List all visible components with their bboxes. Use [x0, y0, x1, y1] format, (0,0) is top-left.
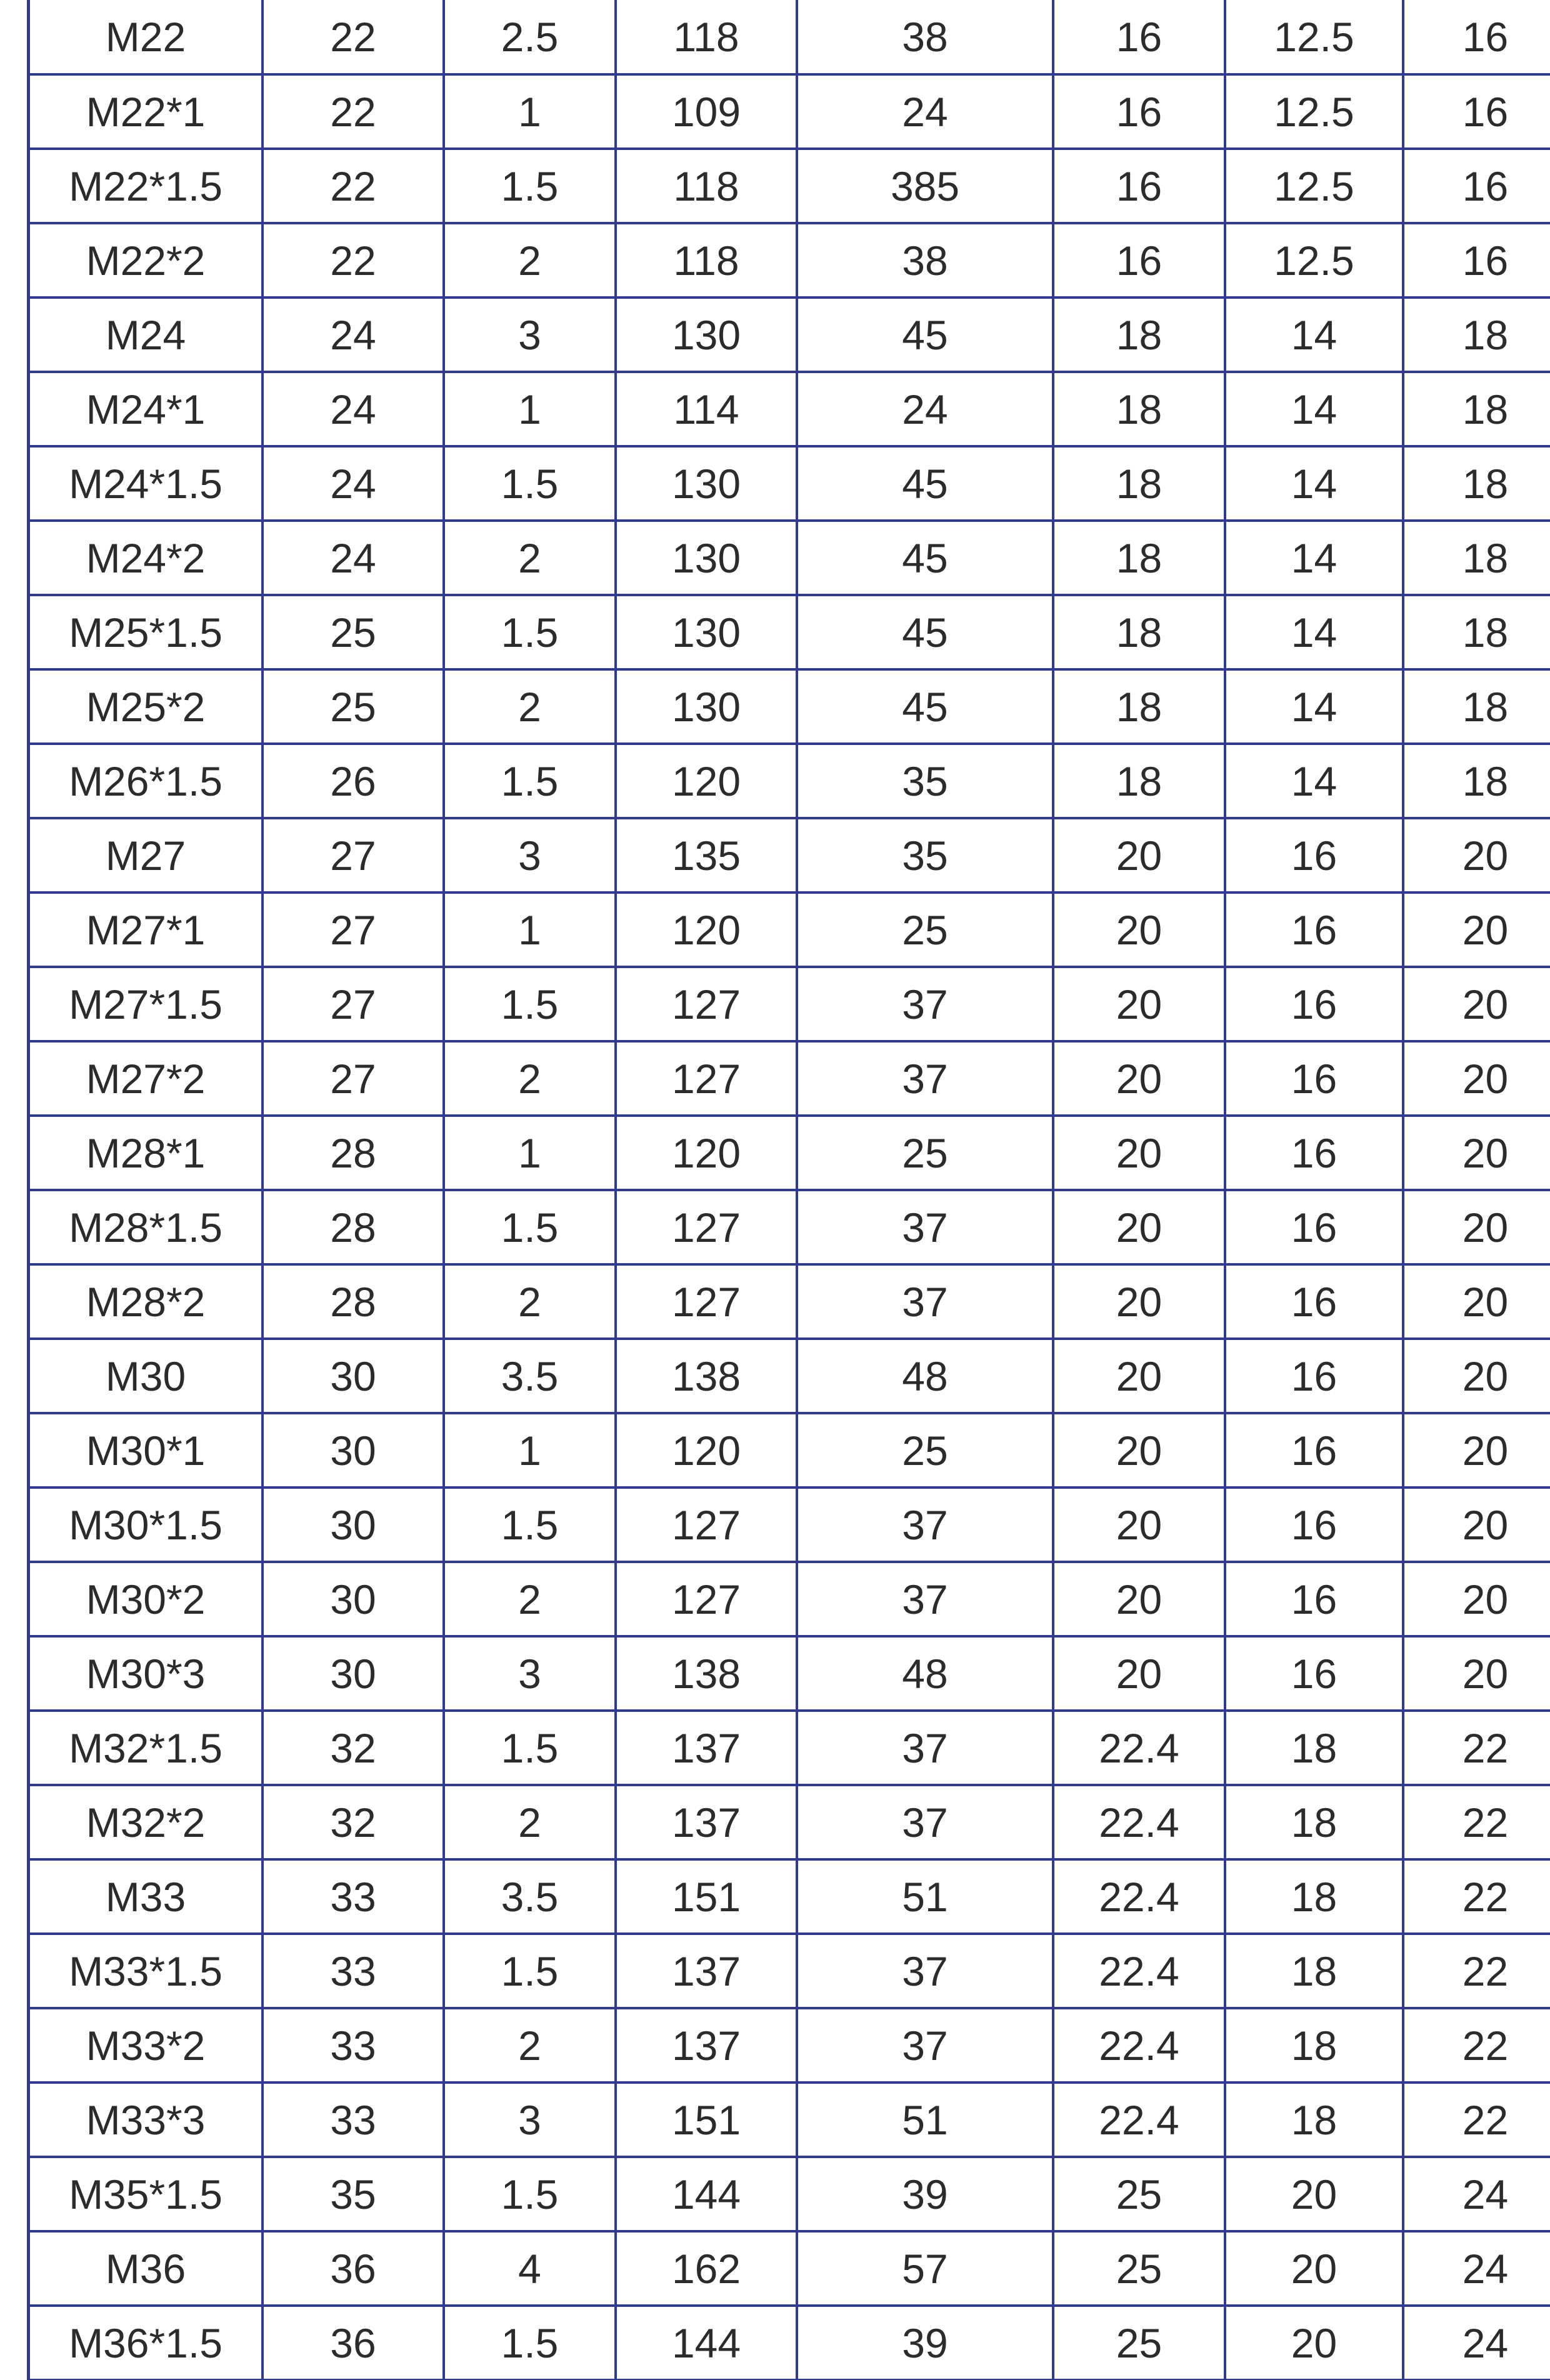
table-cell: 130 — [616, 446, 797, 521]
thread-size-cell: M24*1 — [30, 372, 262, 446]
table-cell: 1.5 — [444, 595, 616, 669]
table-cell: 22 — [1403, 2082, 1550, 2157]
table-cell: 22.4 — [1053, 2008, 1225, 2082]
table-cell: 45 — [797, 595, 1053, 669]
table-cell: 18 — [1053, 446, 1225, 521]
table-cell: 18 — [1053, 595, 1225, 669]
spec-table-container — [27, 0, 1550, 2380]
table-row — [30, 1264, 1550, 1339]
table-cell: 20 — [1053, 967, 1225, 1041]
table-cell: 16 — [1053, 149, 1225, 223]
table-cell: 137 — [616, 1711, 797, 1785]
table-cell: 25 — [1053, 2306, 1225, 2380]
table-cell: 25 — [797, 1116, 1053, 1190]
table-cell: 3 — [444, 2082, 616, 2157]
table-cell: 20 — [1225, 2157, 1403, 2231]
thread-size-cell: M28*1.5 — [30, 1190, 262, 1264]
table-cell: 18 — [1053, 744, 1225, 818]
table-cell: 18 — [1403, 521, 1550, 595]
thread-size-cell: M33*2 — [30, 2008, 262, 2082]
table-cell: 127 — [616, 1488, 797, 1562]
table-row — [30, 1339, 1550, 1413]
table-cell: 22 — [1403, 2008, 1550, 2082]
table-cell: 16 — [1225, 1562, 1403, 1636]
table-cell: 20 — [1403, 1339, 1550, 1413]
table-cell: 22 — [1403, 1785, 1550, 1859]
table-cell: 16 — [1225, 1488, 1403, 1562]
table-cell: 151 — [616, 2082, 797, 2157]
table-row — [30, 521, 1550, 595]
table-cell: 20 — [1403, 892, 1550, 967]
table-row — [30, 1934, 1550, 2008]
thread-size-cell: M24 — [30, 298, 262, 372]
table-cell: 14 — [1225, 446, 1403, 521]
table-cell: 37 — [797, 1711, 1053, 1785]
table-cell: 35 — [797, 744, 1053, 818]
table-cell: 24 — [262, 298, 444, 372]
table-cell: 3.5 — [444, 1859, 616, 1934]
table-cell: 22 — [1403, 1711, 1550, 1785]
table-cell: 2 — [444, 223, 616, 298]
table-cell: 16 — [1403, 74, 1550, 149]
table-cell: 16 — [1225, 1264, 1403, 1339]
table-cell: 18 — [1053, 521, 1225, 595]
table-cell: 2 — [444, 1264, 616, 1339]
table-cell: 16 — [1225, 1339, 1403, 1413]
thread-size-cell: M33*3 — [30, 2082, 262, 2157]
table-cell: 48 — [797, 1339, 1053, 1413]
table-cell: 18 — [1225, 1785, 1403, 1859]
table-cell: 28 — [262, 1264, 444, 1339]
table-cell: 4 — [444, 2231, 616, 2306]
table-cell: 45 — [797, 669, 1053, 744]
table-cell: 37 — [797, 1488, 1053, 1562]
table-row — [30, 1859, 1550, 1934]
table-row — [30, 1636, 1550, 1711]
table-cell: 20 — [1403, 1190, 1550, 1264]
thread-size-cell: M30 — [30, 1339, 262, 1413]
table-cell: 151 — [616, 1859, 797, 1934]
table-cell: 37 — [797, 1934, 1053, 2008]
table-cell: 20 — [1403, 1264, 1550, 1339]
table-cell: 57 — [797, 2231, 1053, 2306]
table-cell: 24 — [1403, 2157, 1550, 2231]
table-cell: 20 — [1225, 2306, 1403, 2380]
table-cell: 385 — [797, 149, 1053, 223]
table-cell: 16 — [1053, 0, 1225, 74]
table-row — [30, 595, 1550, 669]
table-cell: 36 — [262, 2231, 444, 2306]
table-cell: 14 — [1225, 744, 1403, 818]
table-row — [30, 0, 1550, 74]
table-row — [30, 149, 1550, 223]
table-cell: 30 — [262, 1636, 444, 1711]
table-cell: 27 — [262, 818, 444, 892]
table-cell: 25 — [1053, 2157, 1225, 2231]
table-cell: 138 — [616, 1636, 797, 1711]
table-row — [30, 1711, 1550, 1785]
table-cell: 16 — [1225, 967, 1403, 1041]
table-row — [30, 446, 1550, 521]
table-cell: 1.5 — [444, 149, 616, 223]
table-cell: 37 — [797, 2008, 1053, 2082]
thread-size-cell: M24*1.5 — [30, 446, 262, 521]
thread-size-cell: M36*1.5 — [30, 2306, 262, 2380]
table-cell: 38 — [797, 223, 1053, 298]
table-cell: 1.5 — [444, 1934, 616, 2008]
table-cell: 18 — [1225, 2008, 1403, 2082]
thread-size-cell: M27*1.5 — [30, 967, 262, 1041]
thread-size-cell: M30*1.5 — [30, 1488, 262, 1562]
table-cell: 33 — [262, 1859, 444, 1934]
table-cell: 3.5 — [444, 1339, 616, 1413]
table-row — [30, 1041, 1550, 1116]
table-cell: 28 — [262, 1116, 444, 1190]
thread-size-cell: M25*2 — [30, 669, 262, 744]
table-cell: 37 — [797, 1785, 1053, 1859]
table-row — [30, 1190, 1550, 1264]
table-row — [30, 2157, 1550, 2231]
table-cell: 2 — [444, 669, 616, 744]
table-cell: 27 — [262, 967, 444, 1041]
thread-size-cell: M27 — [30, 818, 262, 892]
table-cell: 109 — [616, 74, 797, 149]
table-cell: 162 — [616, 2231, 797, 2306]
table-cell: 20 — [1053, 1413, 1225, 1488]
table-cell: 39 — [797, 2306, 1053, 2380]
table-cell: 18 — [1403, 446, 1550, 521]
table-cell: 138 — [616, 1339, 797, 1413]
table-cell: 1 — [444, 372, 616, 446]
table-cell: 18 — [1225, 1711, 1403, 1785]
table-cell: 2.5 — [444, 0, 616, 74]
table-cell: 18 — [1403, 595, 1550, 669]
table-cell: 30 — [262, 1488, 444, 1562]
table-cell: 22 — [262, 223, 444, 298]
table-row — [30, 669, 1550, 744]
thread-size-cell: M25*1.5 — [30, 595, 262, 669]
table-cell: 16 — [1403, 0, 1550, 74]
table-cell: 120 — [616, 1116, 797, 1190]
table-row — [30, 2231, 1550, 2306]
table-cell: 137 — [616, 2008, 797, 2082]
table-cell: 24 — [1403, 2231, 1550, 2306]
thread-size-cell: M26*1.5 — [30, 744, 262, 818]
table-row — [30, 1562, 1550, 1636]
table-cell: 18 — [1403, 372, 1550, 446]
table-cell: 22.4 — [1053, 1711, 1225, 1785]
table-cell: 20 — [1403, 1413, 1550, 1488]
table-row — [30, 1785, 1550, 1859]
table-cell: 35 — [262, 2157, 444, 2231]
table-cell: 127 — [616, 1190, 797, 1264]
thread-size-cell: M22 — [30, 0, 262, 74]
table-cell: 45 — [797, 521, 1053, 595]
table-cell: 16 — [1225, 1636, 1403, 1711]
table-cell: 20 — [1053, 1041, 1225, 1116]
thread-size-cell: M33 — [30, 1859, 262, 1934]
table-cell: 45 — [797, 446, 1053, 521]
table-cell: 114 — [616, 372, 797, 446]
table-cell: 22 — [1403, 1934, 1550, 2008]
table-cell: 38 — [797, 0, 1053, 74]
table-cell: 120 — [616, 1413, 797, 1488]
table-cell: 12.5 — [1225, 223, 1403, 298]
table-cell: 30 — [262, 1562, 444, 1636]
table-cell: 20 — [1053, 892, 1225, 967]
table-cell: 22.4 — [1053, 1785, 1225, 1859]
table-cell: 20 — [1053, 1190, 1225, 1264]
table-cell: 137 — [616, 1934, 797, 2008]
table-row — [30, 74, 1550, 149]
thread-size-cell: M30*3 — [30, 1636, 262, 1711]
table-cell: 3 — [444, 818, 616, 892]
table-cell: 18 — [1225, 2082, 1403, 2157]
table-row — [30, 744, 1550, 818]
table-cell: 127 — [616, 967, 797, 1041]
table-cell: 135 — [616, 818, 797, 892]
table-cell: 45 — [797, 298, 1053, 372]
table-cell: 12.5 — [1225, 74, 1403, 149]
thread-size-cell: M30*1 — [30, 1413, 262, 1488]
table-cell: 22.4 — [1053, 2082, 1225, 2157]
table-cell: 120 — [616, 744, 797, 818]
table-cell: 20 — [1403, 1562, 1550, 1636]
table-row — [30, 2306, 1550, 2380]
table-cell: 26 — [262, 744, 444, 818]
table-cell: 20 — [1403, 1636, 1550, 1711]
table-cell: 37 — [797, 1562, 1053, 1636]
table-cell: 24 — [262, 446, 444, 521]
table-cell: 24 — [262, 521, 444, 595]
table-cell: 2 — [444, 1041, 616, 1116]
table-cell: 28 — [262, 1190, 444, 1264]
table-cell: 18 — [1225, 1859, 1403, 1934]
table-cell: 1.5 — [444, 2306, 616, 2380]
table-cell: 20 — [1053, 818, 1225, 892]
table-cell: 20 — [1403, 967, 1550, 1041]
table-cell: 127 — [616, 1562, 797, 1636]
table-cell: 16 — [1225, 1190, 1403, 1264]
table-cell: 30 — [262, 1413, 444, 1488]
table-cell: 1.5 — [444, 1488, 616, 1562]
table-cell: 22 — [262, 149, 444, 223]
table-cell: 12.5 — [1225, 0, 1403, 74]
table-row — [30, 892, 1550, 967]
table-cell: 1 — [444, 1116, 616, 1190]
table-cell: 22 — [262, 74, 444, 149]
table-cell: 18 — [1403, 669, 1550, 744]
table-cell: 14 — [1225, 669, 1403, 744]
table-cell: 137 — [616, 1785, 797, 1859]
table-cell: 118 — [616, 149, 797, 223]
table-cell: 16 — [1225, 892, 1403, 967]
table-cell: 27 — [262, 892, 444, 967]
table-cell: 32 — [262, 1711, 444, 1785]
table-cell: 2 — [444, 1562, 616, 1636]
table-cell: 12.5 — [1225, 149, 1403, 223]
thread-size-cell: M30*2 — [30, 1562, 262, 1636]
table-cell: 20 — [1053, 1562, 1225, 1636]
table-cell: 16 — [1225, 1041, 1403, 1116]
table-cell: 1 — [444, 892, 616, 967]
table-cell: 48 — [797, 1636, 1053, 1711]
table-cell: 18 — [1053, 372, 1225, 446]
table-cell: 3 — [444, 298, 616, 372]
thread-size-cell: M35*1.5 — [30, 2157, 262, 2231]
table-cell: 20 — [1053, 1488, 1225, 1562]
table-cell: 22.4 — [1053, 1859, 1225, 1934]
thread-size-cell: M32*2 — [30, 1785, 262, 1859]
table-cell: 36 — [262, 2306, 444, 2380]
table-row — [30, 1413, 1550, 1488]
table-cell: 130 — [616, 595, 797, 669]
table-cell: 18 — [1403, 744, 1550, 818]
table-cell: 14 — [1225, 298, 1403, 372]
thread-size-cell: M27*1 — [30, 892, 262, 967]
table-row — [30, 818, 1550, 892]
table-cell: 22.4 — [1053, 1934, 1225, 2008]
table-row — [30, 223, 1550, 298]
table-cell: 24 — [1403, 2306, 1550, 2380]
table-cell: 1.5 — [444, 744, 616, 818]
table-cell: 35 — [797, 818, 1053, 892]
table-cell: 39 — [797, 2157, 1053, 2231]
thread-spec-table — [30, 0, 1550, 2380]
thread-size-cell: M33*1.5 — [30, 1934, 262, 2008]
table-cell: 18 — [1403, 298, 1550, 372]
table-cell: 16 — [1225, 1116, 1403, 1190]
table-cell: 18 — [1053, 669, 1225, 744]
thread-size-cell: M36 — [30, 2231, 262, 2306]
thread-size-cell: M28*1 — [30, 1116, 262, 1190]
table-cell: 33 — [262, 2082, 444, 2157]
table-cell: 51 — [797, 2082, 1053, 2157]
table-cell: 20 — [1053, 1116, 1225, 1190]
table-cell: 37 — [797, 1190, 1053, 1264]
table-cell: 130 — [616, 298, 797, 372]
thread-size-cell: M27*2 — [30, 1041, 262, 1116]
table-cell: 144 — [616, 2306, 797, 2380]
thread-size-cell: M28*2 — [30, 1264, 262, 1339]
table-cell: 24 — [262, 372, 444, 446]
table-cell: 118 — [616, 223, 797, 298]
table-cell: 16 — [1053, 74, 1225, 149]
table-cell: 1 — [444, 1413, 616, 1488]
table-cell: 16 — [1403, 149, 1550, 223]
table-cell: 33 — [262, 2008, 444, 2082]
table-cell: 120 — [616, 892, 797, 967]
table-cell: 24 — [797, 74, 1053, 149]
thread-size-cell: M22*2 — [30, 223, 262, 298]
thread-size-cell: M22*1.5 — [30, 149, 262, 223]
table-row — [30, 1488, 1550, 1562]
table-cell: 3 — [444, 1636, 616, 1711]
table-row — [30, 2082, 1550, 2157]
table-cell: 14 — [1225, 521, 1403, 595]
table-cell: 16 — [1403, 223, 1550, 298]
table-row — [30, 372, 1550, 446]
table-cell: 37 — [797, 1264, 1053, 1339]
table-cell: 1 — [444, 74, 616, 149]
table-cell: 20 — [1403, 1041, 1550, 1116]
table-cell: 14 — [1225, 372, 1403, 446]
table-cell: 18 — [1225, 1934, 1403, 2008]
table-cell: 37 — [797, 967, 1053, 1041]
table-cell: 33 — [262, 1934, 444, 2008]
table-cell: 24 — [797, 372, 1053, 446]
table-cell: 18 — [1053, 298, 1225, 372]
thread-size-cell: M24*2 — [30, 521, 262, 595]
table-cell: 22 — [262, 0, 444, 74]
table-row — [30, 298, 1550, 372]
table-cell: 25 — [1053, 2231, 1225, 2306]
table-cell: 2 — [444, 521, 616, 595]
table-cell: 1.5 — [444, 1190, 616, 1264]
table-cell: 16 — [1225, 818, 1403, 892]
table-cell: 1.5 — [444, 967, 616, 1041]
table-cell: 16 — [1053, 223, 1225, 298]
table-cell: 25 — [262, 669, 444, 744]
table-cell: 1.5 — [444, 446, 616, 521]
table-cell: 30 — [262, 1339, 444, 1413]
table-cell: 20 — [1225, 2231, 1403, 2306]
table-cell: 20 — [1053, 1264, 1225, 1339]
table-cell: 130 — [616, 521, 797, 595]
table-cell: 20 — [1053, 1339, 1225, 1413]
table-cell: 20 — [1403, 1116, 1550, 1190]
table-cell: 127 — [616, 1264, 797, 1339]
table-cell: 25 — [797, 1413, 1053, 1488]
table-cell: 22 — [1403, 1859, 1550, 1934]
table-cell: 2 — [444, 1785, 616, 1859]
table-cell: 1.5 — [444, 2157, 616, 2231]
table-cell: 118 — [616, 0, 797, 74]
thread-size-cell: M32*1.5 — [30, 1711, 262, 1785]
table-cell: 25 — [797, 892, 1053, 967]
table-cell: 27 — [262, 1041, 444, 1116]
table-cell: 37 — [797, 1041, 1053, 1116]
table-cell: 14 — [1225, 595, 1403, 669]
table-cell: 127 — [616, 1041, 797, 1116]
table-row — [30, 2008, 1550, 2082]
table-cell: 20 — [1053, 1636, 1225, 1711]
table-cell: 144 — [616, 2157, 797, 2231]
table-cell: 16 — [1225, 1413, 1403, 1488]
table-row — [30, 1116, 1550, 1190]
table-cell: 51 — [797, 1859, 1053, 1934]
table-cell: 2 — [444, 2008, 616, 2082]
table-cell: 130 — [616, 669, 797, 744]
table-row — [30, 967, 1550, 1041]
table-cell: 32 — [262, 1785, 444, 1859]
table-cell: 25 — [262, 595, 444, 669]
table-cell: 20 — [1403, 818, 1550, 892]
thread-size-cell: M22*1 — [30, 74, 262, 149]
table-cell: 1.5 — [444, 1711, 616, 1785]
table-body — [30, 0, 1550, 2380]
table-cell: 20 — [1403, 1488, 1550, 1562]
